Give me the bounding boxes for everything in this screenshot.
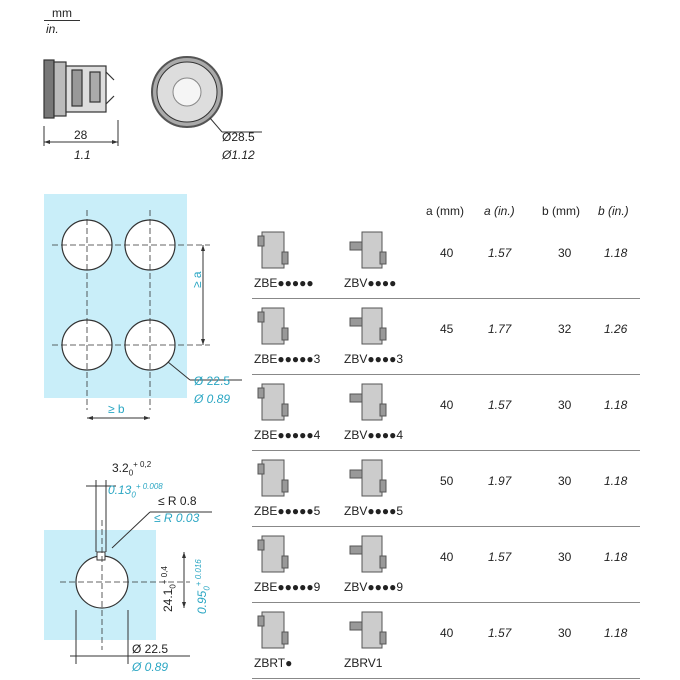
hole-dia-in: Ø 0.89 (132, 660, 169, 674)
cell-a-in: 1.57 (488, 398, 512, 412)
cell-a-mm: 40 (440, 550, 454, 564)
button-side-view (44, 60, 114, 118)
button-front-view (152, 57, 222, 127)
cell-b-mm: 30 (558, 474, 572, 488)
cell-a-in: 1.97 (488, 474, 512, 488)
grid-hole-mm: Ø 22.5 (194, 374, 231, 388)
header-a-in: a (in.) (484, 204, 515, 218)
light-block-icon (346, 304, 390, 353)
cell-a-in: 1.57 (488, 246, 512, 260)
height-mm-dim: $24.1_0^{+ 0,4}$ (160, 566, 178, 612)
contact-block-icon (256, 304, 290, 353)
radius-in: ≤ R 0.03 (154, 511, 200, 525)
contact-block-icon (256, 228, 290, 277)
ref-zbe: ZBE●●●●●3 (254, 352, 321, 366)
table-row (252, 374, 640, 451)
cell-a-mm: 50 (440, 474, 454, 488)
cell-b-mm: 30 (558, 626, 572, 640)
radius-mm: ≤ R 0.8 (158, 494, 197, 508)
header-b-mm: b (mm) (542, 204, 580, 218)
cell-a-in: 1.57 (488, 550, 512, 564)
ref-zbv: ZBV●●●●4 (344, 428, 404, 442)
ref-zbv: ZBV●●●●3 (344, 352, 404, 366)
cell-b-mm: 30 (558, 398, 572, 412)
ref-zbv: ZBV●●●●5 (344, 504, 404, 518)
cell-b-in: 1.18 (604, 550, 628, 564)
ref-zbe: ZBE●●●●● (254, 276, 314, 290)
notch-in-dim: $0.13_0^{+ 0.008}$ (108, 482, 163, 500)
depth-in: 1.1 (74, 148, 91, 162)
cell-b-in: 1.18 (604, 474, 628, 488)
cell-b-mm: 30 (558, 246, 572, 260)
grid-hole-in: Ø 0.89 (194, 392, 231, 406)
front-dia-mm: Ø28.5 (222, 130, 255, 144)
cell-a-mm: 45 (440, 322, 454, 336)
header-b-in: b (in.) (598, 204, 629, 218)
light-block-icon (346, 380, 390, 429)
grid-b-label: ≥ b (108, 402, 125, 416)
contact-block-icon (256, 608, 290, 657)
cell-a-mm: 40 (440, 246, 454, 260)
ref-zbv: ZBRV1 (344, 656, 383, 670)
contact-block-icon (256, 532, 290, 581)
light-block-icon (346, 228, 390, 277)
notch-mm-dim: $3.2_0^{+ 0,2}$ (112, 460, 152, 478)
contact-block-icon (256, 380, 290, 429)
ref-zbe: ZBRT● (254, 656, 293, 670)
depth-mm: 28 (74, 128, 88, 142)
front-dia-in: Ø1.12 (222, 148, 255, 162)
cell-b-mm: 30 (558, 550, 572, 564)
cell-a-in: 1.57 (488, 626, 512, 640)
grid-panel (44, 194, 187, 398)
cell-b-mm: 32 (558, 322, 572, 336)
table-row (252, 450, 640, 527)
cell-a-in: 1.77 (488, 322, 512, 336)
unit-in-label: in. (46, 22, 59, 36)
ref-zbe: ZBE●●●●●9 (254, 580, 321, 594)
cell-a-mm: 40 (440, 398, 454, 412)
cell-b-in: 1.18 (604, 626, 628, 640)
table-row (252, 298, 640, 375)
hole-dia-mm: Ø 22.5 (132, 642, 169, 656)
ref-zbv: ZBV●●●● (344, 276, 397, 290)
light-block-icon (346, 532, 390, 581)
table-row (252, 526, 640, 603)
unit-mm-label: mm (52, 6, 72, 20)
ref-zbe: ZBE●●●●●5 (254, 504, 321, 518)
ref-zbe: ZBE●●●●●4 (254, 428, 321, 442)
light-block-icon (346, 456, 390, 505)
table-row (252, 222, 640, 299)
cell-a-mm: 40 (440, 626, 454, 640)
cell-b-in: 1.18 (604, 398, 628, 412)
ref-zbv: ZBV●●●●9 (344, 580, 404, 594)
contact-block-icon (256, 456, 290, 505)
cell-b-in: 1.18 (604, 246, 628, 260)
cell-b-in: 1.26 (604, 322, 628, 336)
header-a-mm: a (mm) (426, 204, 464, 218)
table-row (252, 602, 640, 679)
height-in-dim: $0.95_0^{+ 0.016}$ (194, 559, 212, 614)
light-block-icon (346, 608, 390, 657)
grid-a-label: ≥ a (190, 271, 204, 288)
